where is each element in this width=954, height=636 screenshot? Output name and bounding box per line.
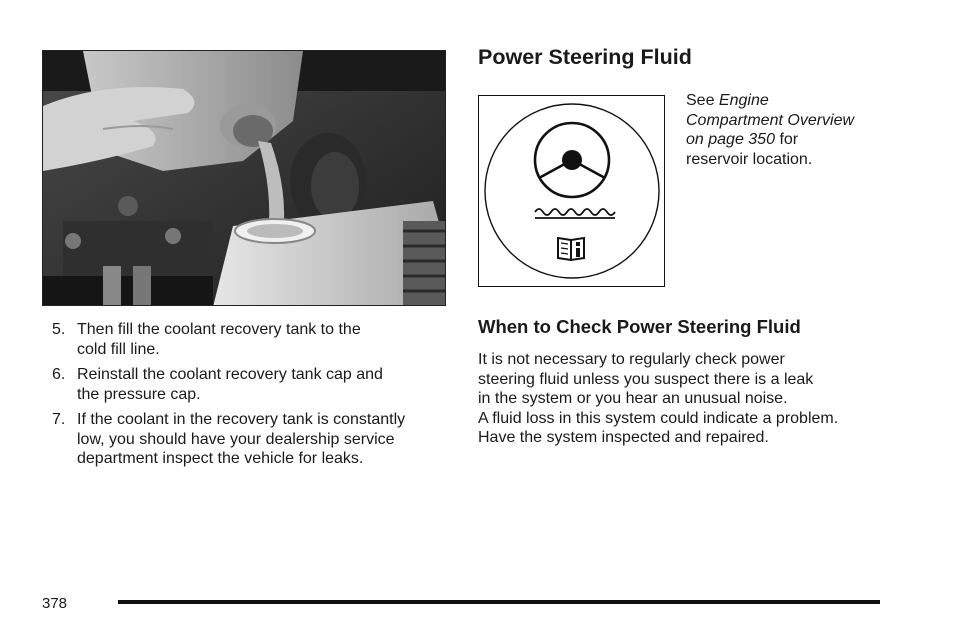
reservoir-location-reference xyxy=(686,91,886,169)
list-item xyxy=(52,365,452,404)
power-steering-fluid-symbol xyxy=(478,95,665,287)
step-line: Reinstall the coolant recovery tank cap and xyxy=(77,366,383,383)
list-item xyxy=(52,320,452,359)
section-title: Power Steering Fluid xyxy=(478,45,692,69)
see-prefix: See xyxy=(686,92,715,109)
step-line: If the coolant in the recovery tank is constantly xyxy=(77,411,406,428)
step-line: Then fill the coolant recovery tank to the xyxy=(77,321,361,338)
coolant-pouring-photo xyxy=(42,50,446,306)
list-item xyxy=(52,410,452,469)
step-line: department inspect the vehicle for leaks. xyxy=(77,450,364,467)
body-line: in the system or you hear an unusual noise. xyxy=(478,390,788,407)
owner-manual-info-icon xyxy=(558,238,584,260)
step-line: low, you should have your dealership service xyxy=(77,430,395,448)
step-number: 5. xyxy=(52,321,66,338)
body-line: A fluid loss in this system could indicate a problem. xyxy=(478,409,839,427)
step-line: the pressure cap. xyxy=(77,385,201,403)
steering-wheel-icon xyxy=(535,123,609,197)
body-line: steering fluid unless you suspect there is a leak xyxy=(478,370,814,388)
body-line: Have the system inspected and repaired. xyxy=(478,429,769,446)
see-suffix: reservoir location. xyxy=(686,150,813,168)
footer-rule xyxy=(118,600,880,604)
step-number: 6. xyxy=(52,366,66,383)
reference-line[interactable]: Compartment Overview xyxy=(686,111,855,129)
fluid-wave-icon xyxy=(535,209,615,218)
page-number: 378 xyxy=(42,595,68,612)
steps-list xyxy=(52,320,452,475)
step-text xyxy=(77,410,452,469)
body-paragraph xyxy=(478,350,898,448)
step-number: 7. xyxy=(52,411,66,428)
body-line: It is not necessary to regularly check power xyxy=(478,351,785,368)
step-line: cold fill line. xyxy=(77,340,160,358)
step-text xyxy=(77,365,452,404)
subsection-title: When to Check Power Steering Fluid xyxy=(478,316,801,337)
reference-line[interactable]: on page 350 xyxy=(686,131,775,148)
reference-line[interactable]: Engine xyxy=(718,92,769,109)
step-text xyxy=(77,320,452,359)
see-suffix: for xyxy=(779,131,799,148)
